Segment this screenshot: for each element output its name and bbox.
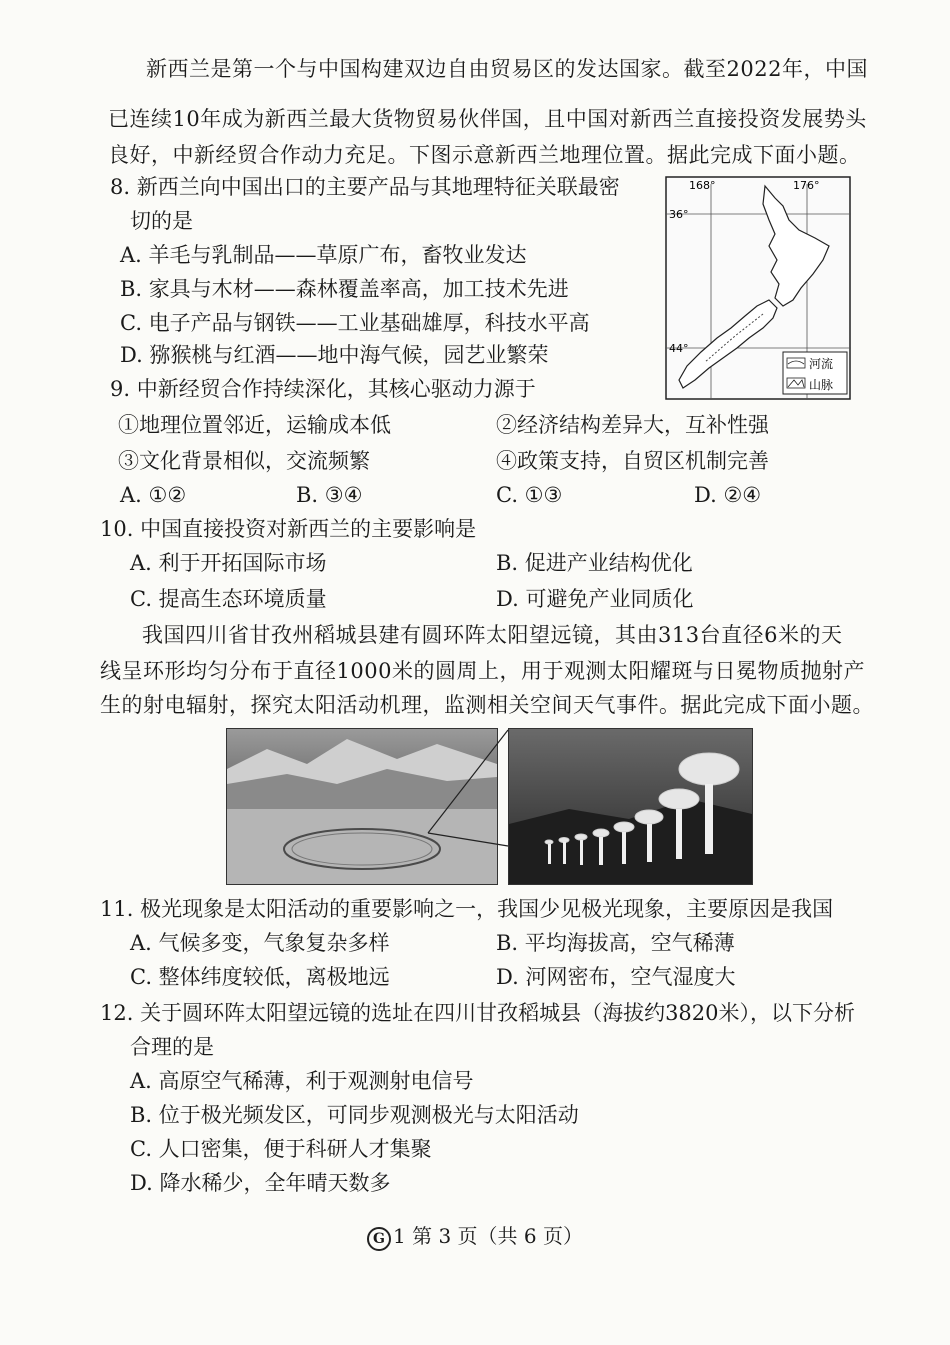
intro2-line-3: 生的射电辐射，探究太阳活动机理，监测相关空间天气事件。据此完成下面小题。 bbox=[100, 693, 874, 717]
q9-item-3: ③文化背景相似，交流频繁 bbox=[118, 449, 370, 473]
q9-item-1: ①地理位置邻近，运输成本低 bbox=[118, 413, 391, 437]
q12-option-a: A. 高原空气稀薄，利于观测射电信号 bbox=[130, 1069, 474, 1093]
lat-label-44: 44° bbox=[669, 342, 689, 355]
q8-option-c: C. 电子产品与钢铁——工业基础雄厚，科技水平高 bbox=[120, 311, 590, 335]
q11-option-c: C. 整体纬度较低，离极地远 bbox=[130, 965, 390, 989]
new-zealand-map bbox=[665, 176, 851, 400]
q10-option-c: C. 提高生态环境质量 bbox=[130, 587, 327, 611]
lon-label-168: 168° bbox=[689, 179, 716, 192]
q11-option-d: D. 河网密布，空气湿度大 bbox=[496, 965, 736, 989]
q9-item-4: ④政策支持，自贸区机制完善 bbox=[496, 449, 769, 473]
q9-option-c: C. ①③ bbox=[496, 483, 563, 507]
q8-stem-1: 8. 新西兰向中国出口的主要产品与其地理特征关联最密 bbox=[110, 175, 620, 199]
q10-option-d: D. 可避免产业同质化 bbox=[496, 587, 694, 611]
q12-option-b: B. 位于极光频发区，可同步观测极光与太阳活动 bbox=[130, 1103, 579, 1127]
lon-label-176: 176° bbox=[793, 179, 820, 192]
q8-stem-2: 切的是 bbox=[130, 209, 193, 233]
intro-line-2: 已连续10年成为新西兰最大货物贸易伙伴国，且中国对新西兰直接投资发展势头 bbox=[108, 107, 867, 131]
intro-line-3: 良好，中新经贸合作动力充足。下图示意新西兰地理位置。据此完成下面小题。 bbox=[108, 143, 861, 167]
intro-line-1: 新西兰是第一个与中国构建双边自由贸易区的发达国家。截至2022年，中国 bbox=[146, 57, 868, 81]
footer-page-number: 1 第 3 页（共 6 页） bbox=[393, 1224, 583, 1248]
q9-stem: 9. 中新经贸合作持续深化，其核心驱动力源于 bbox=[110, 377, 536, 401]
intro2-line-2: 线呈环形均匀分布于直径1000米的圆周上，用于观测太阳耀斑与日冕物质抛射产 bbox=[100, 659, 865, 683]
q9-option-b: B. ③④ bbox=[296, 483, 363, 507]
zoom-connector-lines bbox=[420, 728, 510, 848]
q12-stem-1: 12. 关于圆环阵太阳望远镜的选址在四川甘孜稻城县（海拔约3820米），以下分析 bbox=[100, 1001, 856, 1025]
q10-option-a: A. 利于开拓国际市场 bbox=[130, 551, 327, 575]
q10-stem: 10. 中国直接投资对新西兰的主要影响是 bbox=[100, 517, 477, 541]
q8-option-a: A. 羊毛与乳制品——草原广布，畜牧业发达 bbox=[120, 243, 527, 267]
q9-item-2: ②经济结构差异大，互补性强 bbox=[496, 413, 769, 437]
q12-option-d: D. 降水稀少，全年晴天数多 bbox=[130, 1171, 391, 1195]
telescope-antennas-photo bbox=[508, 728, 753, 885]
footer-mark: G bbox=[367, 1227, 391, 1251]
legend-mountain: 山脉 bbox=[809, 378, 834, 392]
q9-option-a: A. ①② bbox=[120, 483, 187, 507]
q11-stem: 11. 极光现象是太阳活动的重要影响之一，我国少见极光现象，主要原因是我国 bbox=[100, 897, 834, 921]
q12-stem-2: 合理的是 bbox=[130, 1035, 214, 1059]
q8-option-b: B. 家具与木材——森林覆盖率高，加工技术先进 bbox=[120, 277, 569, 301]
q12-option-c: C. 人口密集，便于科研人才集聚 bbox=[130, 1137, 432, 1161]
legend-river: 河流 bbox=[809, 357, 834, 371]
q11-option-b: B. 平均海拔高，空气稀薄 bbox=[496, 931, 735, 955]
q10-option-b: B. 促进产业结构优化 bbox=[496, 551, 693, 575]
q11-option-a: A. 气候多变，气象复杂多样 bbox=[130, 931, 390, 955]
page-footer bbox=[0, 1220, 950, 1251]
intro2-line-1: 我国四川省甘孜州稻城县建有圆环阵太阳望远镜，其由313台直径6米的天 bbox=[142, 623, 843, 647]
lat-label-36: 36° bbox=[669, 208, 689, 221]
q8-option-d: D. 猕猴桃与红酒——地中海气候，园艺业繁荣 bbox=[120, 343, 549, 367]
q9-option-d: D. ②④ bbox=[694, 483, 762, 507]
